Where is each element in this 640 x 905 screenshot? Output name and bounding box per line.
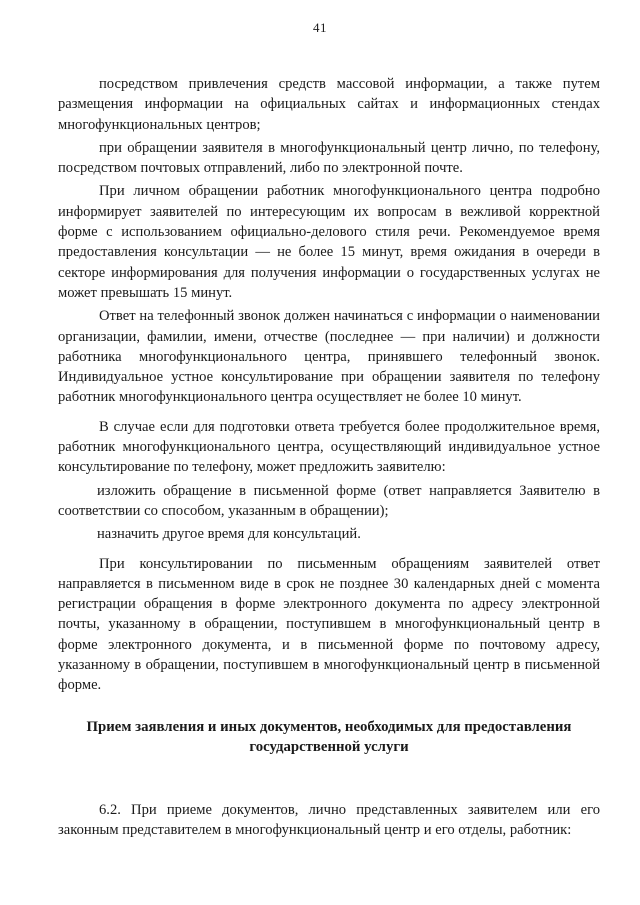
list-item-written-request: изложить обращение в письменной форме (ответ направляется Заявителю в соответствии со способом, указанным в обращении);: [58, 482, 600, 519]
paragraph-6-2: 6.2. При приеме документов, лично представленных заявителем или его законным представителем в многофункциональный центр и его отделы, работник:: [58, 801, 600, 838]
paragraph-phone-call: Ответ на телефонный звонок должен начинаться с информации о наименовании организации, фамилии, имени, отчестве (последнее — при наличии) и должности работника многофункционального центра, принявшего телефонный звонок. Индивидуальное устное консультирование при обращении заявителя по телефону работник многофункционального центра осуществляет не более 10 минут.: [58, 308, 600, 406]
page-number: 41: [313, 20, 327, 35]
section-heading: Прием заявления и иных документов, необходимых для предоставления государственной услуги: [86, 718, 572, 756]
document-body: [58, 74, 600, 840]
paragraph-in-person-phone: при обращении заявителя в многофункциональный центр лично, по телефону, посредством почтовых отправлений, либо по электронной почте.: [58, 139, 600, 177]
list-item-other-time: назначить другое время для консультаций.: [97, 526, 361, 543]
paragraph-media-info: посредством привлечения средств массовой информации, а также путем размещения информации на официальных сайтах и информационных стендах многофункциональных центров;: [58, 76, 600, 133]
paragraph-longer-answer: В случае если для подготовки ответа требуется более продолжительное время, работник многофункционального центра, осуществляющий индивидуальное устное консультирование по телефону, может предложить заявителю:: [58, 418, 600, 476]
paragraph-written-requests: При консультировании по письменным обращениям заявителей ответ направляется в письменном виде в срок не позднее 30 календарных дней с момента регистрации обращения в форме электронного документа по адресу электронной почты, указанному в обращении, поступившем в многофункциональный центр в форме электронного документа, и в письменной форме по почтовому адресу, указанному в обращении, поступившем в многофункциональный центр в письменной форме.: [58, 555, 600, 694]
paragraph-personal-visit: При личном обращении работник многофункционального центра подробно информирует заявителей по интересующим их вопросам в вежливой корректной форме с использованием официально-делового стиля речи. Рекомендуемое время предоставления консультации — не более 15 минут, время ожидания в очереди в секторе информирования для получения информации о государственных услугах не может превышать 15 минут.: [58, 183, 600, 301]
